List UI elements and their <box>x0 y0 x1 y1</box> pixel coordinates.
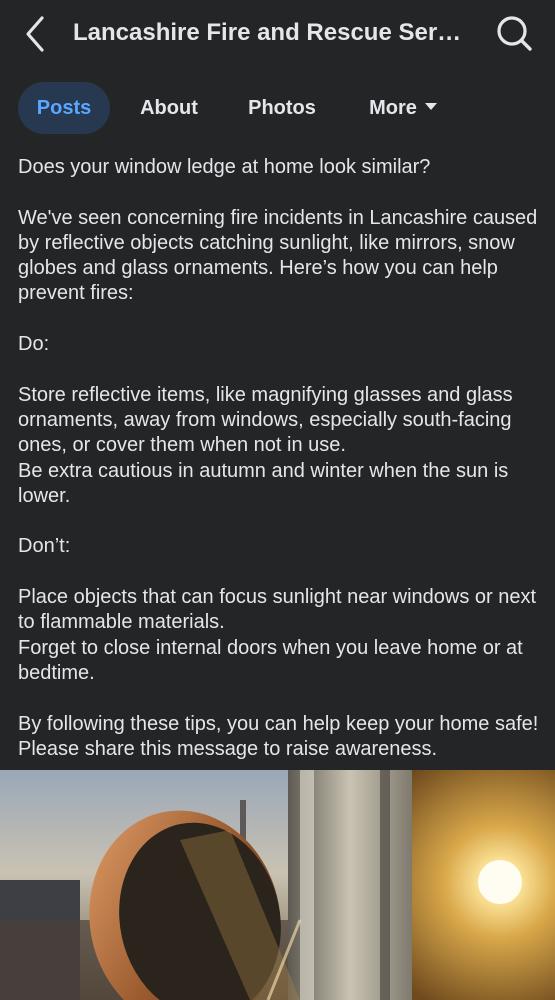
tab-label: More <box>369 97 417 119</box>
post-body <box>18 155 543 762</box>
caret-down-icon <box>425 103 437 110</box>
tab-label: Photos <box>248 97 316 119</box>
post-paragraph: Place objects that can focus sunlight near windows or next to flammable materials. <box>18 586 537 634</box>
post-paragraph: Store reflective items, like magnifying glasses and glass ornaments, away from windows, especially south-facing ones, or cover them when not in use. <box>18 383 513 457</box>
tab-posts[interactable] <box>18 82 110 134</box>
post-paragraph: Forget to close internal doors when you leave home or at bedtime. <box>18 636 523 684</box>
search-button[interactable] <box>494 13 534 53</box>
post-image <box>0 770 555 1000</box>
chevron-left-icon <box>20 14 50 54</box>
post-paragraph: Be extra cautious in autumn and winter when the sun is lower. <box>18 459 509 507</box>
post-paragraph: We've seen concerning fire incidents in Lancashire caused by reflective objects catching sunlight, like mirrors, snow globes and glass ornaments. Here’s how you can help prevent fires: <box>18 206 538 305</box>
post-paragraph: Does your window ledge at home look similar? <box>18 156 431 178</box>
post-paragraph: Do: <box>18 333 50 356</box>
tab-about[interactable] <box>128 82 210 134</box>
back-button[interactable] <box>20 14 50 54</box>
profile-tabs <box>0 82 555 136</box>
tab-label: Posts <box>36 97 92 119</box>
search-icon <box>494 13 534 53</box>
tab-label: About <box>140 97 198 119</box>
post-paragraph: Don’t: <box>18 535 71 558</box>
header-bar <box>0 0 555 68</box>
tab-more[interactable] <box>356 82 450 134</box>
post-paragraph: By following these tips, you can help keep your home safe! Please share this message to raise awareness. <box>18 712 539 760</box>
tab-photos[interactable] <box>238 82 326 134</box>
page-title: Lancashire Fire and Rescue Ser… <box>73 19 462 46</box>
post-photo[interactable] <box>0 770 555 1000</box>
